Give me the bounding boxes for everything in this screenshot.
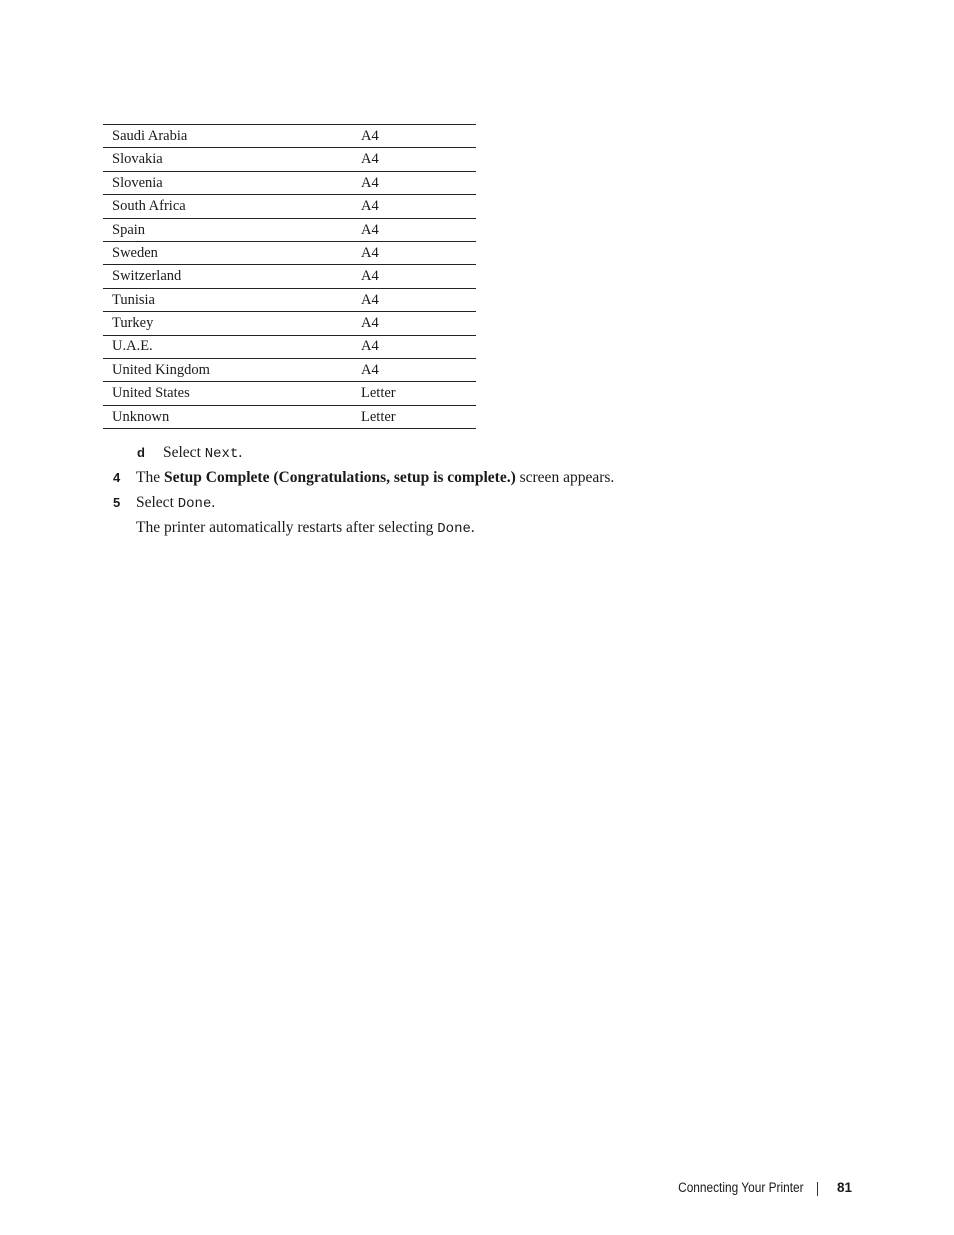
country-cell: United Kingdom: [103, 358, 352, 381]
paper-size-cell: A4: [352, 358, 476, 381]
country-cell: United States: [103, 382, 352, 405]
table-row: [103, 148, 476, 171]
table-row: [103, 288, 476, 311]
step-5-marker: 5: [113, 495, 121, 510]
step-4-prefix: The: [136, 469, 164, 486]
page-number: 81: [837, 1180, 853, 1195]
note-code: Done: [437, 521, 471, 537]
table-body: [103, 125, 476, 429]
country-cell: U.A.E.: [103, 335, 352, 358]
step-d-marker: d: [137, 445, 145, 460]
step-4-screen-name: Setup Complete (Congratulations, setup is complete.): [163, 469, 516, 486]
table-row: [103, 312, 476, 335]
paper-size-cell: A4: [352, 195, 476, 218]
paper-size-cell: A4: [352, 265, 476, 288]
table-row: [103, 195, 476, 218]
step-5-suffix: .: [211, 494, 216, 511]
step-4-suffix: screen appears.: [515, 469, 615, 486]
paper-size-cell: A4: [352, 335, 476, 358]
country-cell: Switzerland: [103, 265, 352, 288]
country-cell: Tunisia: [103, 288, 352, 311]
country-cell: South Africa: [103, 195, 352, 218]
step-5-note: [136, 520, 475, 536]
table-row: [103, 265, 476, 288]
country-cell: Unknown: [103, 405, 352, 428]
note-prefix: The printer automatically restarts after selecting: [136, 519, 438, 536]
table-row: [103, 171, 476, 194]
country-cell: Turkey: [103, 312, 352, 335]
step-5-code: Done: [177, 496, 212, 512]
step-5-prefix: Select: [136, 494, 178, 511]
paper-size-cell: A4: [352, 312, 476, 335]
paper-size-cell: A4: [352, 171, 476, 194]
country-cell: Spain: [103, 218, 352, 241]
step-d-code: Next: [204, 446, 239, 462]
step-d-prefix: Select: [163, 444, 205, 461]
step-d-text: [163, 445, 242, 461]
step-4-marker: 4: [113, 470, 121, 485]
table-row: [103, 382, 476, 405]
paper-size-cell: A4: [352, 241, 476, 264]
table-row: [103, 358, 476, 381]
paper-size-cell: A4: [352, 148, 476, 171]
table-row: [103, 335, 476, 358]
step-d-suffix: .: [238, 444, 243, 461]
country-cell: Sweden: [103, 241, 352, 264]
paper-size-table: [103, 124, 476, 429]
footer-chapter-title: Connecting Your Printer: [678, 1180, 804, 1195]
table-row: [103, 218, 476, 241]
country-cell: Slovakia: [103, 148, 352, 171]
table-row: [103, 241, 476, 264]
paper-size-cell: Letter: [352, 405, 476, 428]
step-5-text: [136, 495, 215, 511]
step-4-text: [136, 470, 614, 486]
table-row: [103, 405, 476, 428]
paper-size-cell: A4: [352, 218, 476, 241]
table-row: [103, 125, 476, 148]
paper-size-cell: A4: [352, 288, 476, 311]
country-cell: Saudi Arabia: [103, 125, 352, 148]
footer-separator: [817, 1182, 818, 1196]
note-suffix: .: [470, 519, 475, 536]
paper-size-cell: Letter: [352, 382, 476, 405]
country-cell: Slovenia: [103, 171, 352, 194]
paper-size-cell: A4: [352, 125, 476, 148]
